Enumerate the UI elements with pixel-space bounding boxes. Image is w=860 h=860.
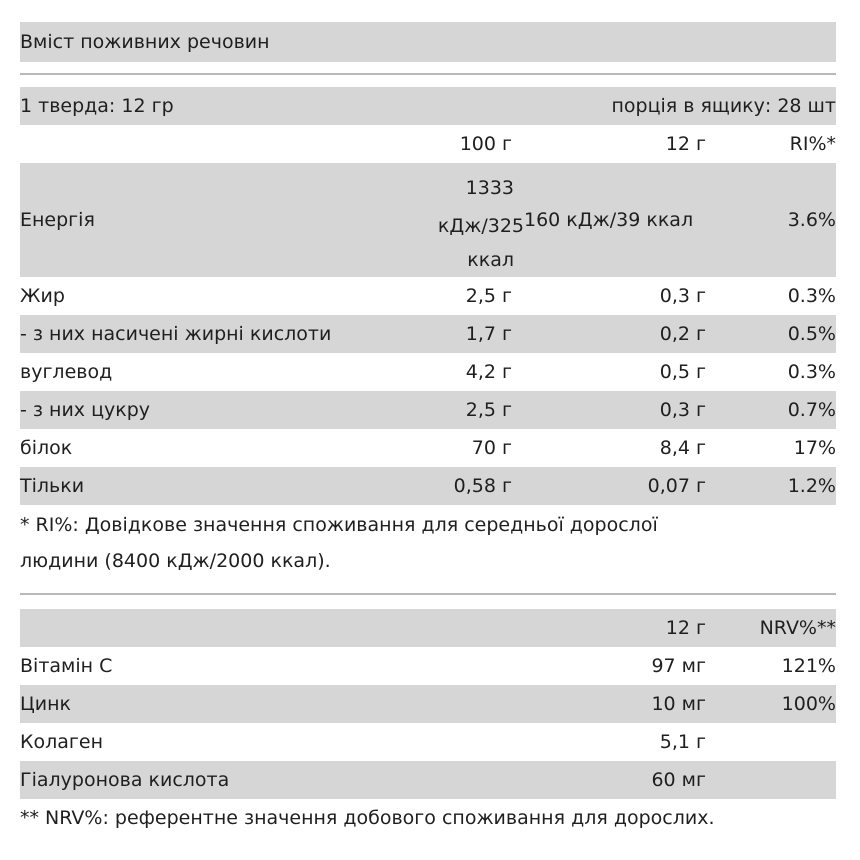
energy-per12: 160 кДж/39 ккал <box>524 209 694 231</box>
header-100g: 100 г <box>459 133 512 155</box>
serving-label: 1 тверда: 12 гр <box>20 95 174 117</box>
header-ri: RI%* <box>789 133 836 155</box>
servings-per-box: порція в ящику: 28 шт <box>611 95 836 117</box>
table-row: білок 70 г 8,4 г 17% <box>20 437 836 459</box>
table-row: вуглевод 4,2 г 0,5 г 0.3% <box>20 361 836 383</box>
header-12g: 12 г <box>665 133 706 155</box>
title-bar <box>20 22 836 62</box>
table-header-row <box>20 125 836 163</box>
serving-row <box>20 87 836 125</box>
energy-per100: 1333 кДж/325 ккал <box>437 177 524 271</box>
nutrition-facts <box>20 0 836 836</box>
page-title: Вміст поживних речовин <box>20 31 270 53</box>
table2-header-row <box>20 609 836 647</box>
header-12g: 12 г <box>665 617 706 639</box>
energy-row <box>20 163 836 277</box>
energy-ri: 3.6% <box>787 209 836 231</box>
table-row: Гіалуронова кислота 60 мг <box>20 761 836 799</box>
table-row: Колаген 5,1 г <box>20 731 706 753</box>
table-row: - з них насичені жирні кислоти 1,7 г 0,2 г 0.5% <box>20 315 836 353</box>
ri-footnote: * RI%: Довідкове значення споживання для середньої дорослої людини (8400 кДж/2000 ккал). <box>20 514 658 572</box>
table-row: Жир 2,5 г 0,3 г 0.3% <box>20 285 836 307</box>
table-row: Цинк 10 мг 100% <box>20 685 836 723</box>
header-nrv: NRV%** <box>759 617 836 639</box>
table-row: Вітамін C 97 мг 121% <box>20 655 836 677</box>
table-row: Тільки 0,58 г 0,07 г 1.2% <box>20 467 836 505</box>
table-row: - з них цукру 2,5 г 0,3 г 0.7% <box>20 391 836 429</box>
energy-name: Енергія <box>20 209 95 231</box>
nrv-footnote: ** NRV%: референтне значення добового споживання для дорослих. <box>20 807 715 829</box>
